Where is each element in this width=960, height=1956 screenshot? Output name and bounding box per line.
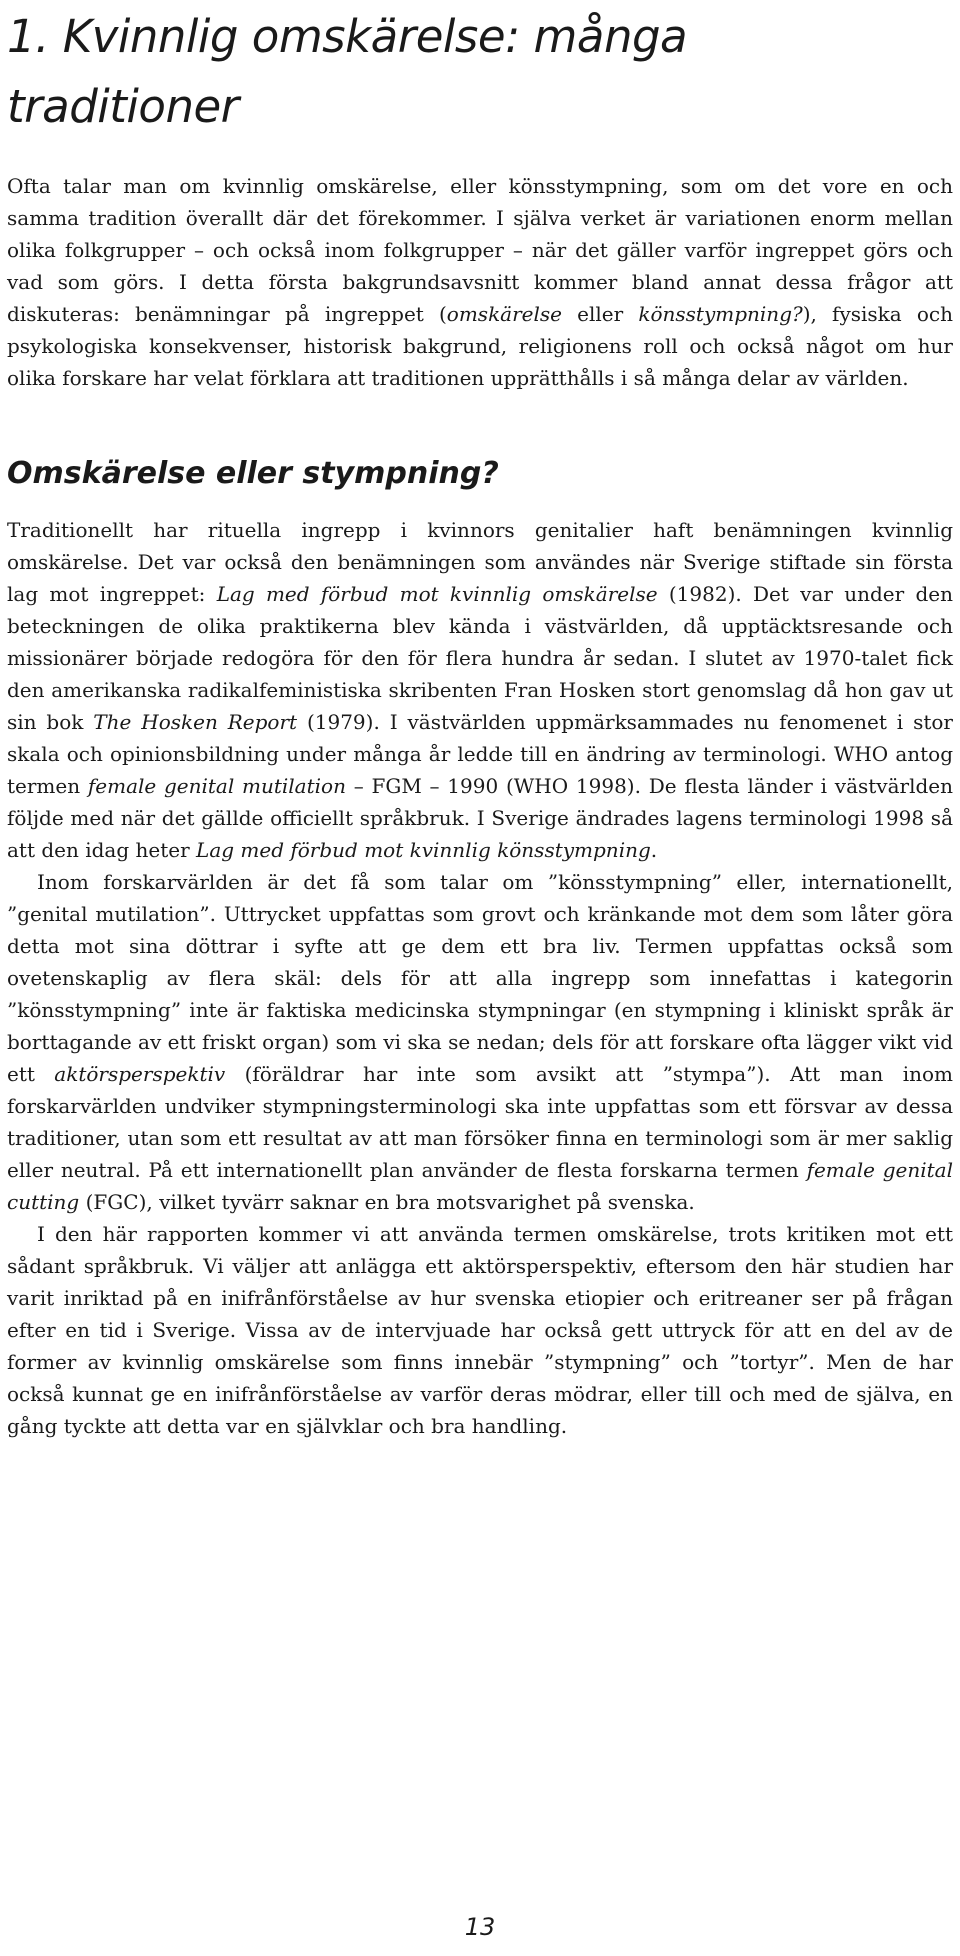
- p1-who-term: female genital mutilation: [87, 774, 346, 798]
- p2-italic-term-2: female genital cutting: [7, 1158, 953, 1214]
- p1-text-5: .: [650, 838, 658, 862]
- chapter-title-line-1: 1. Kvinnlig omskärelse: många: [7, 10, 688, 63]
- page-number: 13: [464, 1913, 496, 1941]
- chapter-title-line-2: traditioner: [7, 80, 239, 133]
- section-paragraph-3: [7, 1218, 953, 1442]
- p1-book-title: The Hosken Report: [93, 710, 298, 734]
- section-paragraph-2: [7, 866, 953, 1218]
- intro-text-1: Ofta talar man om kvinnlig omskärelse, eller könsstympning, som om det vore en och samma tradition överallt där det förekommer. I själva verket är variationen enorm mellan olika folkgrupper – och också inom folkgrupper – när det gäller varför ingreppet görs och vad som görs. I detta första bakgrundsavsnitt kommer bland annat dessa frågor att diskuteras: benämningar på ingreppet (: [7, 174, 953, 326]
- section-paragraph-1: [7, 514, 953, 866]
- p2-text-1: Inom forskarvärlden är det få som talar om ”könsstympning” eller, internationellt, ”genital mutilation”. Uttrycket uppfattas som grovt och kränkande mot dem som låter göra detta mot sina döttrar i syfte att ge dem ett bra liv. Termen uppfattas också som ovetenskaplig av flera skäl: dels för att alla ingrepp som innefattas i kategorin ”könsstympning” inte är faktiska medicinska stympningar (en stympning i kliniskt språk är borttagande av ett friskt organ) som vi ska se nedan; dels för att forskare ofta lägger vikt vid ett: [7, 870, 953, 1086]
- chapter-title: [7, 0, 953, 142]
- document-page: [7, 0, 953, 1442]
- intro-paragraph: [7, 170, 953, 394]
- p1-text-3: (1979). I västvärlden uppmärksammades nu fenomenet i stor skala och opinionsbildning under många år ledde till en ändring av terminologi. WHO antog termen: [7, 710, 953, 798]
- intro-text-2: eller: [562, 302, 639, 326]
- p2-italic-term-1: aktörsperspektiv: [54, 1062, 226, 1086]
- p1-text-2: (1982). Det var under den beteckningen de olika praktikerna blev kända i västvärlden, då upptäcktsresande och missionärer började redogöra för den för flera hundra år sedan. I slutet av 1970-talet fick den amerikanska radikalfeministiska skribenten Fran Hosken stort genomslag då hon gav ut sin bok: [7, 582, 953, 734]
- intro-italic-term-2: könsstympning?: [638, 302, 803, 326]
- p3-text-1: I den här rapporten kommer vi att använda termen omskärelse, trots kritiken mot ett sådant språkbruk. Vi väljer att anlägga ett aktörsperspektiv, eftersom den här studien har varit inriktad på en inifrånförståelse av hur svenska etiopier och eritreaner ser på frågan efter en tid i Sverige. Vissa av de intervjuade har också gett uttryck för att en del av de former av kvinnlig omskärelse som finns innebär ”stympning” och ”tortyr”. Men de har också kunnat ge en inifrånförståelse av varför deras mödrar, eller till och med de själva, en gång tyckte att detta var en självklar och bra handling.: [7, 1222, 953, 1438]
- p1-law-title-2: Lag med förbud mot kvinnlig könsstympning: [196, 838, 651, 862]
- p1-text-1: Traditionellt har rituella ingrepp i kvinnors genitalier haft benämningen kvinnlig omskärelse. Det var också den benämningen som användes när Sverige stiftade sin första lag mot ingreppet:: [7, 518, 953, 606]
- p1-law-title-1: Lag med förbud mot kvinnlig omskärelse: [216, 582, 658, 606]
- p2-text-2: (föräldrar har inte som avsikt att ”stympa”). Att man inom forskarvärlden undviker stympningsterminologi ska inte uppfattas som ett försvar av dessa traditioner, utan som ett resultat av att man försöker finna en terminologi som är mer saklig eller neutral. På ett internationellt plan använder de flesta forskarna termen: [7, 1062, 953, 1182]
- p2-text-3: (FGC), vilket tyvärr saknar en bra motsvarighet på svenska.: [79, 1190, 695, 1214]
- p1-text-4: – FGM – 1990 (WHO 1998). De flesta länder i västvärlden följde med när det gällde officiellt språkbruk. I Sverige ändrades lagens terminologi 1998 så att den idag heter: [7, 774, 953, 862]
- section-heading: Omskärelse eller stympning?: [7, 456, 499, 491]
- intro-text-3: ), fysiska och psykologiska konsekvenser, historisk bakgrund, religionens roll och också något om hur olika forskare har velat förklara att traditionen upprätthålls i så många delar av världen.: [7, 302, 953, 390]
- intro-italic-term-1: omskärelse: [446, 302, 563, 326]
